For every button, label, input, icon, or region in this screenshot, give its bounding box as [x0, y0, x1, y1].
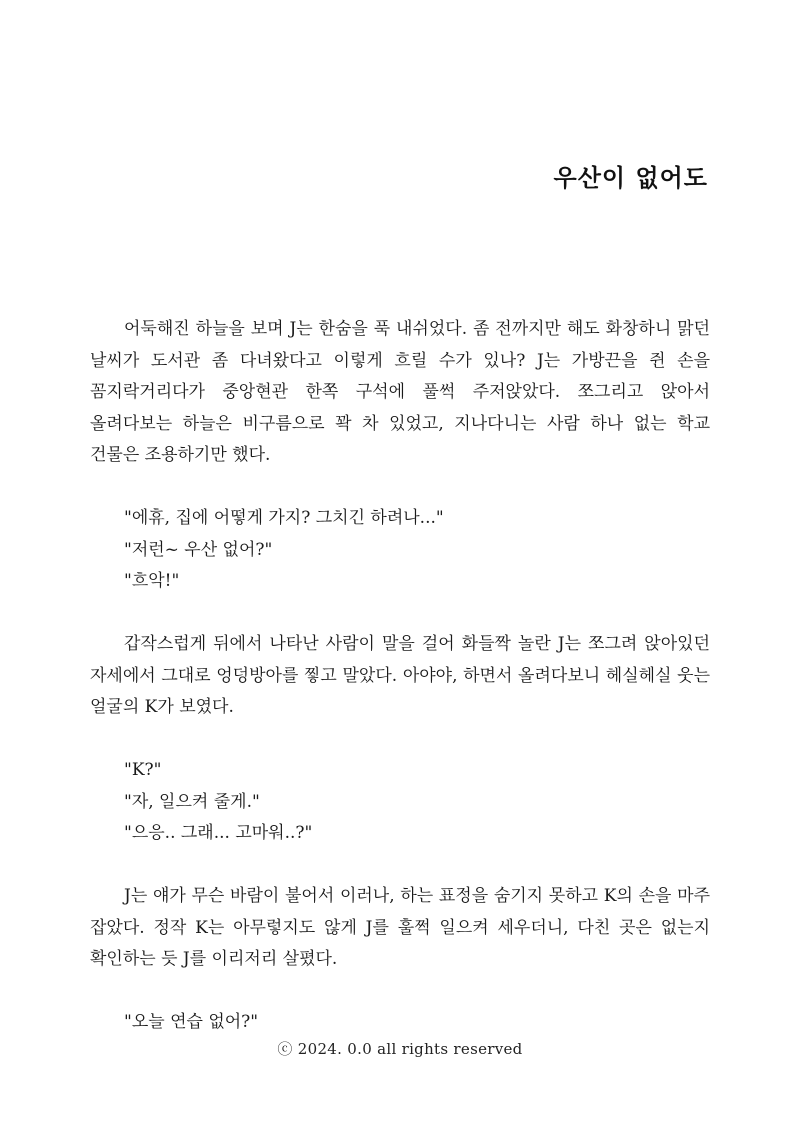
paragraph: 어둑해진 하늘을 보며 J는 한숨을 푹 내쉬었다. 좀 전까지만 해도 화창하니 맑던 날씨가 도서관 좀 다녀왔다고 이렇게 흐릴 수가 있나? J는 가방끈을 쥔 손을 꼼지락거리다가 중앙현관 한쪽 구석에 풀썩 주저앉았다. 쪼그리고 앉아서 올려다보는 하늘은 비구름으로 꽉 차 있었고, 지나다니는 사람 하나 없는 학교 건물은 조용하기만 했다. — [90, 319, 710, 465]
dialogue-line: "흐악!" — [124, 571, 180, 591]
dialogue-group — [90, 503, 710, 598]
dialogue-line: "에휴, 집에 어떻게 가지? 그치긴 하려나..." — [124, 508, 444, 528]
copyright-footer: ⓒ 2024. 0.0 all rights reserved — [277, 1040, 523, 1058]
dialogue-group — [90, 755, 710, 850]
dialogue-line: "자, 일으켜 줄게." — [124, 791, 260, 812]
dialogue-line: "오늘 연습 없어?" — [124, 1012, 259, 1032]
dialogue-line: "으응.. 그래... 고마워..?" — [124, 823, 313, 843]
dialogue-group — [90, 1007, 710, 1039]
page-title: 우산이 없어도 — [553, 164, 708, 192]
dialogue-line: "저런~ 우산 없어?" — [124, 539, 273, 560]
story-body — [90, 314, 710, 1070]
dialogue-line: "K?" — [124, 760, 162, 780]
paragraph: 갑작스럽게 뒤에서 나타난 사람이 말을 걸어 화들짝 놀란 J는 쪼그려 앉아있던 자세에서 그대로 엉덩방아를 찧고 말았다. 아야야, 하면서 올려다보니 헤실헤실 웃는 얼굴의 K가 보였다. — [90, 634, 710, 717]
paragraph: J는 얘가 무슨 바람이 불어서 이러나, 하는 표정을 숨기지 못하고 K의 손을 마주 잡았다. 정작 K는 아무렇지도 않게 J를 훌쩍 일으켜 세우더니, 다친 곳은 없는지 확인하는 듯 J를 이리저리 살폈다. — [90, 886, 710, 969]
